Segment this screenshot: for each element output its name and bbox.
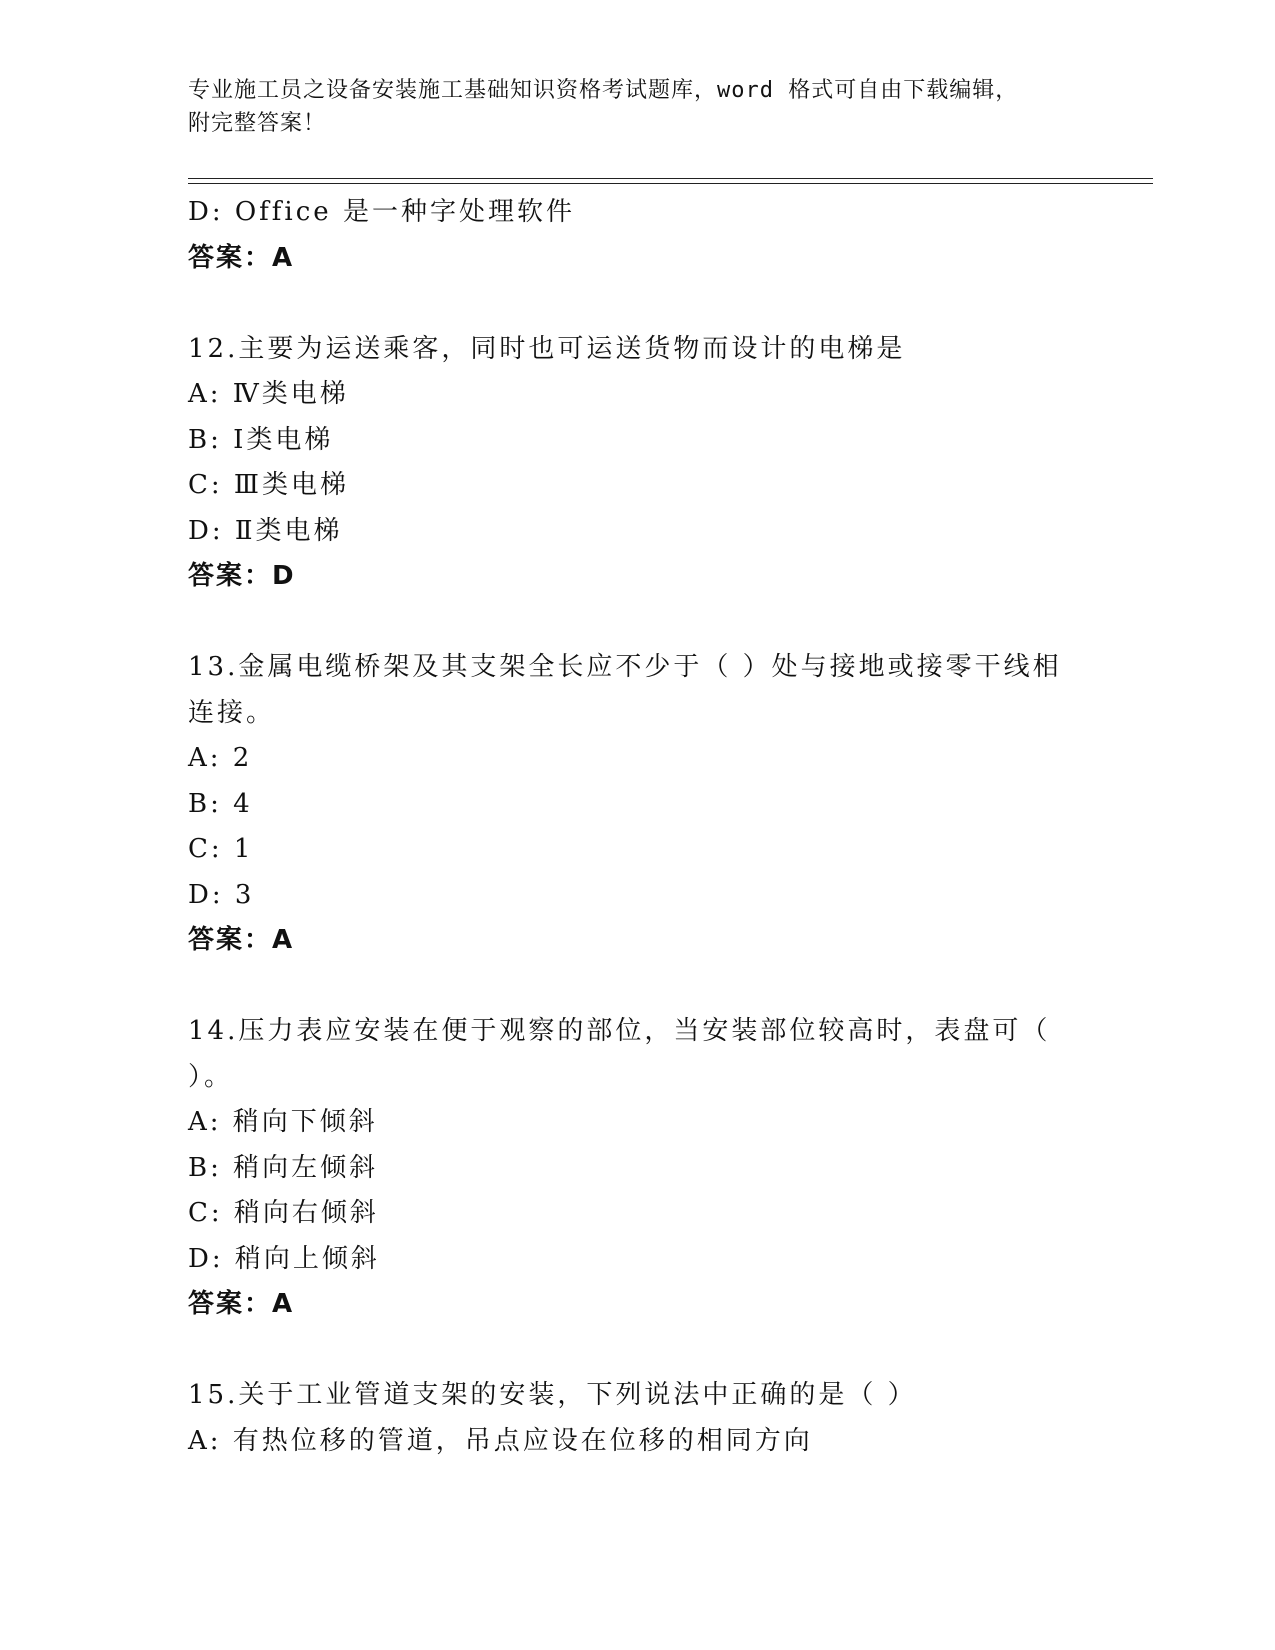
option-a: A: Ⅳ类电梯 — [188, 379, 349, 409]
answer: 答案：A — [188, 242, 295, 273]
answer: 答案：A — [188, 1289, 295, 1319]
option-b: B: 稍向左倾斜 — [188, 1152, 379, 1183]
option-a: A: 稍向下倾斜 — [188, 1107, 378, 1137]
option-a: A: 2 — [188, 743, 253, 773]
spacer — [188, 1328, 1088, 1374]
option-d: D: Office 是一种字处理软件 — [188, 197, 575, 227]
question-stem-line-2: 连接。 — [188, 697, 276, 728]
option-d: D: 3 — [188, 879, 255, 910]
option-b: B: 4 — [188, 788, 253, 819]
question-stem: 15.关于工业管道支架的安装，下列说法中正确的是（ ） — [188, 1380, 917, 1410]
header-divider-bottom — [188, 183, 1153, 184]
document-header — [188, 74, 1068, 140]
question-13 — [188, 645, 1088, 964]
question-15 — [188, 1373, 1088, 1464]
spacer — [188, 600, 1088, 646]
answer: 答案：A — [188, 925, 295, 955]
document-body — [188, 190, 1088, 1464]
question-12 — [188, 327, 1088, 600]
question-stem: 12.主要为运送乘客，同时也可运送货物而设计的电梯是 — [188, 333, 906, 364]
header-line-2: 附完整答案！ — [188, 111, 327, 136]
header-divider-top — [188, 178, 1153, 179]
option-b: B: Ⅰ类电梯 — [188, 424, 334, 455]
option-d: D: 稍向上倾斜 — [188, 1243, 380, 1274]
option-a: A: 有热位移的管道，吊点应设在位移的相同方向 — [188, 1425, 813, 1456]
question-stem-line-2: ）。 — [188, 1061, 234, 1092]
question-14 — [188, 1009, 1088, 1328]
option-c: C: 1 — [188, 834, 254, 864]
header-line-1: 专业施工员之设备安装施工基础知识资格考试题库，word 格式可自由下载编辑， — [188, 78, 1019, 103]
answer: 答案：D — [188, 561, 296, 591]
question-stem-line-1: 13.金属电缆桥架及其支架全长应不少于（ ）处与接地或接零干线相 — [188, 652, 1062, 682]
option-c: C: 稍向右倾斜 — [188, 1198, 379, 1228]
option-d: D: Ⅱ类电梯 — [188, 515, 343, 546]
question-stem-line-1: 14.压力表应安装在便于观察的部位，当安装部位较高时，表盘可（ — [188, 1016, 1051, 1046]
option-c: C: Ⅲ类电梯 — [188, 470, 349, 500]
question-11-continued — [188, 190, 1088, 281]
spacer — [188, 964, 1088, 1010]
spacer — [188, 281, 1088, 327]
